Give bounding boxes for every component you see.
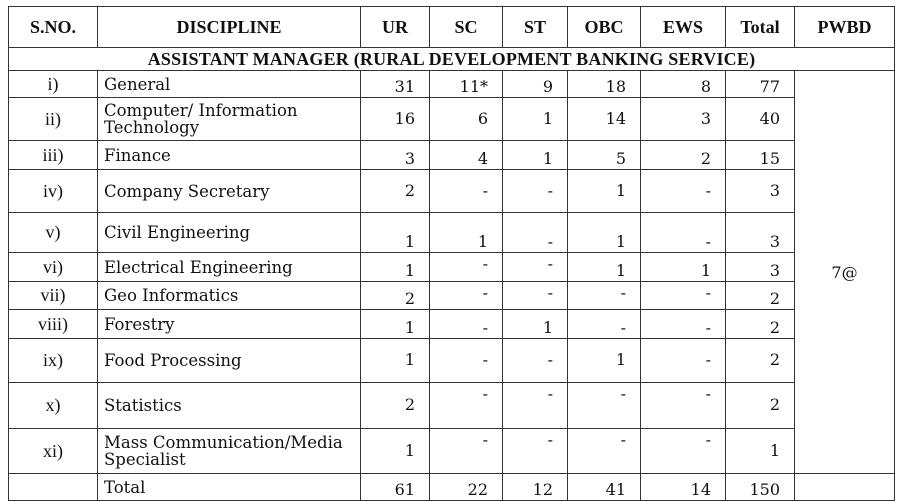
row-sc: - (430, 429, 503, 474)
totals-ews: 14 (641, 474, 726, 501)
row-ews: - (641, 383, 726, 429)
row-total: 15 (726, 141, 795, 170)
row-ur: 3 (361, 141, 430, 170)
totals-total: 150 (726, 474, 795, 501)
row-obc: 14 (568, 98, 641, 141)
row-discipline: General (98, 71, 361, 98)
row-total: 3 (726, 213, 795, 253)
section-title: ASSISTANT MANAGER (RURAL DEVELOPMENT BANKING SERVICE) (9, 48, 895, 71)
row-sc: 11* (430, 71, 503, 98)
section-row (9, 48, 895, 71)
row-ews: 1 (641, 253, 726, 282)
table-row (9, 141, 895, 170)
table-row (9, 339, 895, 383)
totals-st: 12 (503, 474, 568, 501)
row-obc: 18 (568, 71, 641, 98)
row-total: 3 (726, 253, 795, 282)
row-ews: - (641, 170, 726, 213)
row-sno: iv) (9, 170, 98, 213)
row-sc: - (430, 339, 503, 383)
row-ur: 31 (361, 71, 430, 98)
row-discipline: Civil Engineering (98, 213, 361, 253)
row-ews: - (641, 339, 726, 383)
row-total: 2 (726, 383, 795, 429)
row-total: 3 (726, 170, 795, 213)
row-ur: 1 (361, 339, 430, 383)
row-obc: 1 (568, 213, 641, 253)
row-sc: 4 (430, 141, 503, 170)
row-ur: 2 (361, 383, 430, 429)
row-discipline: Mass Communication/Media Specialist (98, 429, 361, 474)
row-sc: 1 (430, 213, 503, 253)
totals-sc: 22 (430, 474, 503, 501)
row-ews: 3 (641, 98, 726, 141)
row-obc: - (568, 282, 641, 310)
table-row (9, 383, 895, 429)
row-sno: v) (9, 213, 98, 253)
row-total: 77 (726, 71, 795, 98)
row-ews: - (641, 429, 726, 474)
row-ews: 8 (641, 71, 726, 98)
header-row (9, 7, 895, 48)
row-sc: - (430, 170, 503, 213)
totals-sno (9, 474, 98, 501)
row-st: - (503, 253, 568, 282)
row-obc: 1 (568, 253, 641, 282)
table-row (9, 253, 895, 282)
row-ur: 16 (361, 98, 430, 141)
row-obc: 1 (568, 170, 641, 213)
totals-label: Total (98, 474, 361, 501)
row-sc: 6 (430, 98, 503, 141)
pwbd-value: 7@ (795, 71, 895, 474)
row-st: - (503, 429, 568, 474)
row-ews: - (641, 282, 726, 310)
row-st: 1 (503, 141, 568, 170)
row-sc: - (430, 383, 503, 429)
row-discipline: Food Processing (98, 339, 361, 383)
row-ews: - (641, 213, 726, 253)
row-sno: viii) (9, 310, 98, 339)
totals-pwbd (795, 474, 895, 501)
totals-ur: 61 (361, 474, 430, 501)
row-st: - (503, 339, 568, 383)
row-obc: 1 (568, 339, 641, 383)
table-row (9, 98, 895, 141)
row-obc: - (568, 383, 641, 429)
row-st: - (503, 213, 568, 253)
row-st: - (503, 170, 568, 213)
row-sno: xi) (9, 429, 98, 474)
header-sc: SC (430, 7, 503, 48)
vacancy-table (8, 6, 895, 501)
row-ur: 1 (361, 310, 430, 339)
row-st: 1 (503, 310, 568, 339)
table-row (9, 310, 895, 339)
row-sno: vii) (9, 282, 98, 310)
header-obc: OBC (568, 7, 641, 48)
header-sno: S.NO. (9, 7, 98, 48)
row-discipline: Company Secretary (98, 170, 361, 213)
row-st: 9 (503, 71, 568, 98)
row-obc: 5 (568, 141, 641, 170)
row-ews: 2 (641, 141, 726, 170)
row-ur: 1 (361, 253, 430, 282)
row-total: 2 (726, 339, 795, 383)
row-total: 2 (726, 282, 795, 310)
row-discipline: Forestry (98, 310, 361, 339)
row-discipline: Geo Informatics (98, 282, 361, 310)
row-sno: ix) (9, 339, 98, 383)
table-row (9, 71, 895, 98)
row-total: 1 (726, 429, 795, 474)
row-obc: - (568, 310, 641, 339)
row-discipline: Statistics (98, 383, 361, 429)
header-ur: UR (361, 7, 430, 48)
table-row (9, 429, 895, 474)
row-obc: - (568, 429, 641, 474)
header-pwbd: PWBD (795, 7, 895, 48)
row-sno: ii) (9, 98, 98, 141)
row-discipline: Computer/ Information Technology (98, 98, 361, 141)
row-ur: 2 (361, 170, 430, 213)
row-sno: iii) (9, 141, 98, 170)
header-total: Total (726, 7, 795, 48)
row-ur: 1 (361, 213, 430, 253)
row-st: - (503, 383, 568, 429)
table-row (9, 213, 895, 253)
row-ur: 1 (361, 429, 430, 474)
row-sno: x) (9, 383, 98, 429)
header-st: ST (503, 7, 568, 48)
row-discipline: Finance (98, 141, 361, 170)
row-discipline: Electrical Engineering (98, 253, 361, 282)
totals-obc: 41 (568, 474, 641, 501)
row-sno: vi) (9, 253, 98, 282)
table-row (9, 282, 895, 310)
row-total: 40 (726, 98, 795, 141)
row-sno: i) (9, 71, 98, 98)
totals-row (9, 474, 895, 501)
row-sc: - (430, 282, 503, 310)
row-total: 2 (726, 310, 795, 339)
row-sc: - (430, 310, 503, 339)
header-discipline: DISCIPLINE (98, 7, 361, 48)
header-ews: EWS (641, 7, 726, 48)
row-st: - (503, 282, 568, 310)
row-ews: - (641, 310, 726, 339)
row-sc: - (430, 253, 503, 282)
row-ur: 2 (361, 282, 430, 310)
table-row (9, 170, 895, 213)
row-st: 1 (503, 98, 568, 141)
